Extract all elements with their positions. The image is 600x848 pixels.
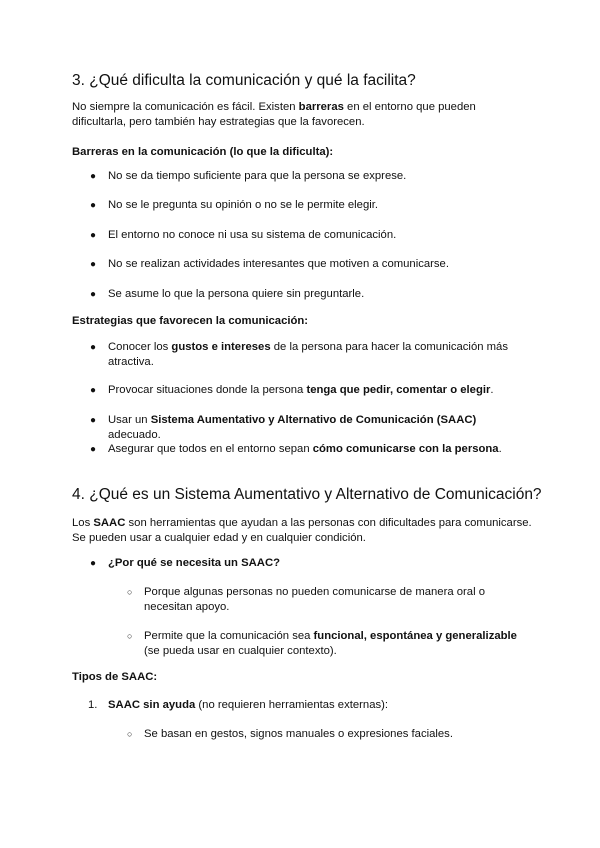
text-run: Porque algunas personas no pueden comunicarse de manera oral o necesitan apoyo. (144, 586, 486, 613)
hollow-bullet: ○ (127, 729, 133, 739)
text-run: No siempre la comunicación es fácil. Existen (72, 101, 299, 113)
bold-text: barreras (298, 101, 344, 113)
barrier-item (108, 228, 528, 243)
why-item (144, 585, 524, 615)
text-run: . (498, 443, 502, 455)
bullet: ● (90, 259, 97, 270)
text-run: (se pueda usar en cualquier contexto). (144, 645, 337, 657)
bullet: ● (90, 558, 97, 569)
barriers-label: Barreras en la comunicación (lo que la dificulta): (72, 146, 334, 158)
strategy-item (108, 383, 528, 398)
why-saac-label: ¿Por qué se necesita un SAAC? (108, 557, 281, 569)
text-run: El entorno no conoce ni usa su sistema de comunicación. (108, 229, 397, 241)
bullet: ● (90, 444, 97, 455)
bullet: ● (90, 200, 97, 211)
text-run: adecuado. (108, 429, 161, 441)
type-1-item (108, 698, 528, 713)
text-run: Se asume lo que la persona quiere sin preguntarle. (108, 288, 365, 300)
bold-text: SAAC sin ayuda (108, 699, 196, 711)
bullet: ● (90, 171, 97, 182)
text-run: . (490, 384, 494, 396)
bold-text: tenga que pedir, comentar o elegir (306, 384, 491, 396)
section-4-intro (72, 516, 532, 546)
text-run: Usar un (108, 414, 151, 426)
bullet: ● (90, 342, 97, 353)
text-run: (no requieren herramientas externas): (195, 699, 389, 711)
type-1-subitem (144, 727, 524, 742)
list-number: 1. (88, 699, 98, 711)
section-4-heading: 4. ¿Qué es un Sistema Aumentativo y Alternativo de Comunicación? (72, 486, 542, 503)
barrier-item (108, 257, 528, 272)
barrier-item (108, 198, 528, 213)
barrier-item (108, 287, 528, 302)
text-run: Provocar situaciones donde la persona (108, 384, 307, 396)
hollow-bullet: ○ (127, 587, 133, 597)
text-run: Asegurar que todos en el entorno sepan (108, 443, 313, 455)
strategies-label: Estrategias que favorecen la comunicación: (72, 315, 309, 327)
text-run: No se da tiempo suficiente para que la persona se exprese. (108, 170, 407, 182)
bullet: ● (90, 385, 97, 396)
barrier-item (108, 169, 528, 184)
text-run: son herramientas que ayudan a las personas con dificultades para comunicarse. Se pueden usar a cualquier edad y en cualquier condición. (72, 517, 532, 544)
types-label: Tipos de SAAC: (72, 671, 158, 683)
bold-text: cómo comunicarse con la persona (312, 443, 499, 455)
why-item (144, 629, 524, 659)
section-3-intro (72, 100, 532, 130)
text-run: Se basan en gestos, signos manuales o expresiones faciales. (144, 728, 453, 740)
text-run: Conocer los (108, 341, 172, 353)
text-run: No se realizan actividades interesantes que motiven a comunicarse. (108, 258, 449, 270)
strategy-item (108, 340, 528, 370)
text-run: Los (72, 517, 94, 529)
bullet: ● (90, 230, 97, 241)
text-run: Permite que la comunicación sea (144, 630, 314, 642)
text-run: en el entorno que pueden dificultarla, pero también hay estrategias que la favorecen. (72, 101, 476, 128)
strategy-item (108, 442, 528, 457)
strategy-item (108, 413, 528, 443)
bold-text: SAAC (93, 517, 126, 529)
bold-text: funcional, espontánea y generalizable (313, 630, 517, 642)
text-run: de la persona para hacer la comunicación más atractiva. (108, 341, 508, 368)
bullet: ● (90, 289, 97, 300)
text-run: No se le pregunta su opinión o no se le permite elegir. (108, 199, 379, 211)
bold-text: Sistema Aumentativo y Alternativo de Comunicación (SAAC) (150, 414, 477, 426)
section-3-heading: 3. ¿Qué dificulta la comunicación y qué la facilita? (72, 72, 416, 89)
bold-text: gustos e intereses (171, 341, 271, 353)
bullet: ● (90, 415, 97, 426)
hollow-bullet: ○ (127, 631, 133, 641)
